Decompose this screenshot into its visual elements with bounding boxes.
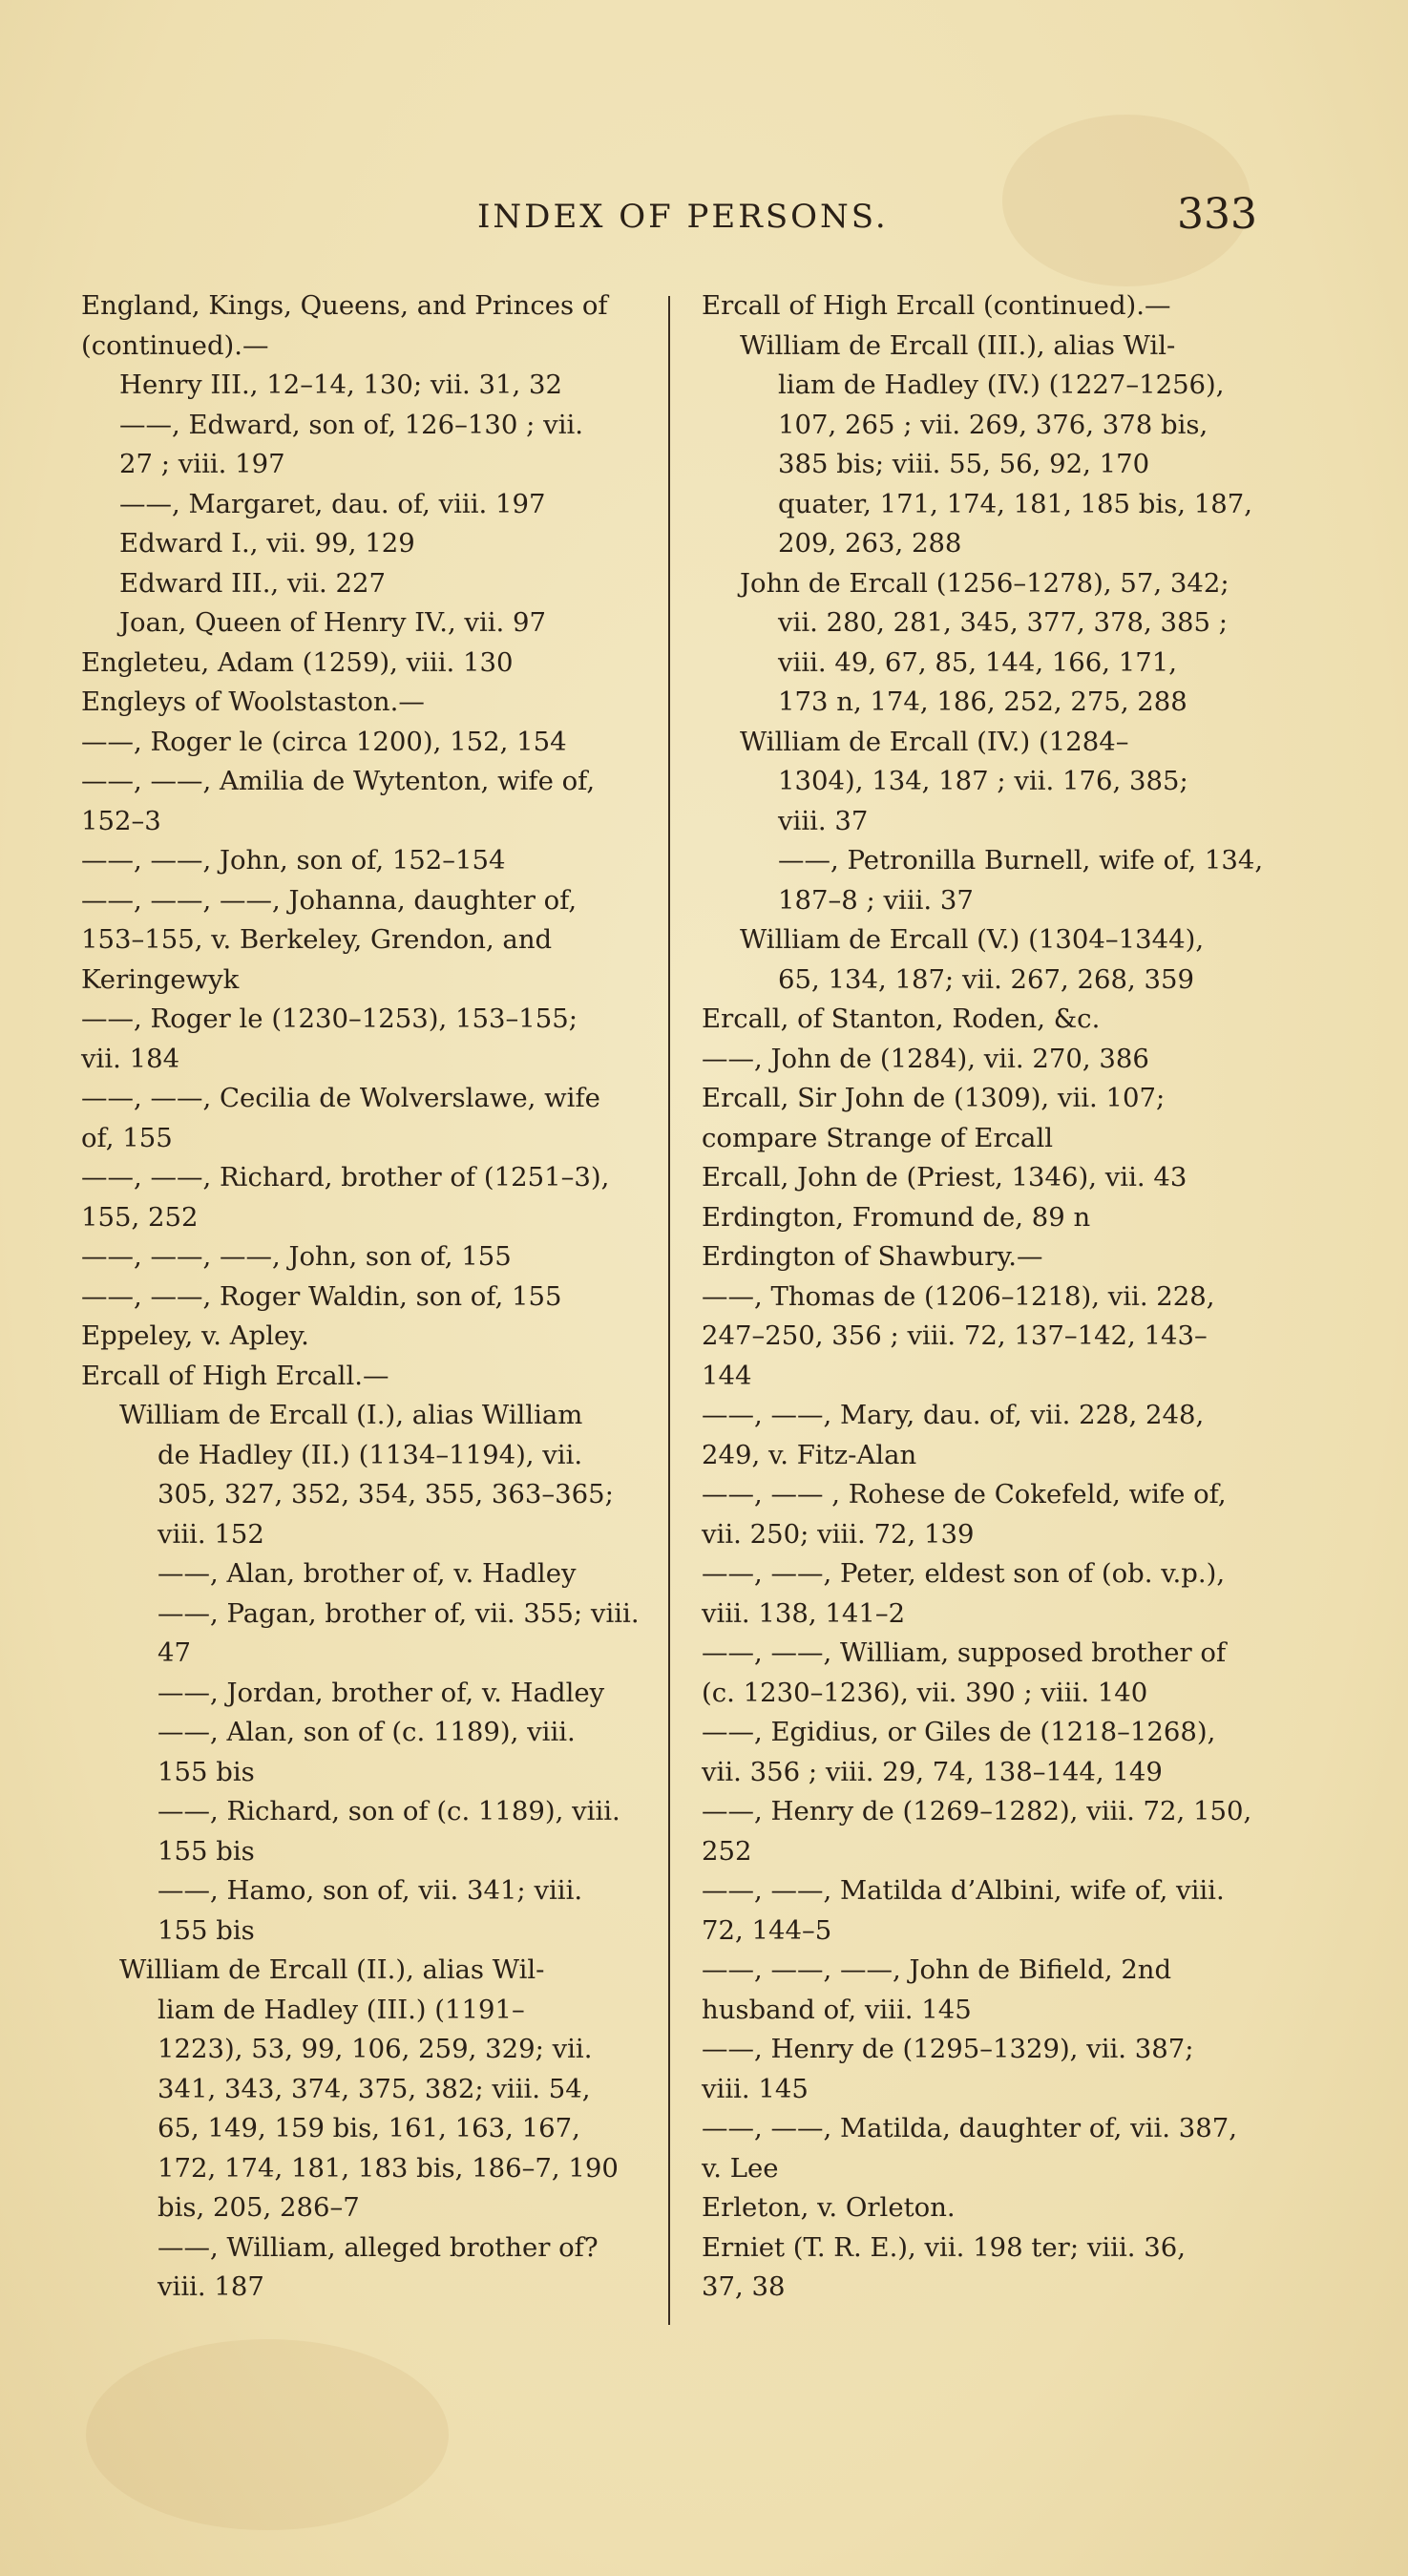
index-line: John de Ercall (1256–1278), 57, 342; xyxy=(740,567,1229,599)
index-line: viii. 49, 67, 85, 144, 166, 171, xyxy=(778,646,1178,678)
index-line: viii. 152 xyxy=(158,1518,264,1550)
index-line: 155 bis xyxy=(158,1756,255,1787)
index-line: ——, Petronilla Burnell, wife of, 134, xyxy=(778,845,1264,876)
index-line: 144 xyxy=(702,1360,752,1391)
index-line: 155 bis xyxy=(158,1914,255,1946)
index-line: ——, ——, Matilda d’Albini, wife of, viii. xyxy=(702,1875,1225,1906)
index-line: 65, 134, 187; vii. 267, 268, 359 xyxy=(778,963,1194,995)
index-line: ——, ——, William, supposed brother of xyxy=(702,1637,1227,1668)
index-line: ——, Margaret, dau. of, viii. 197 xyxy=(119,488,546,519)
index-line: William de Ercall (I.), alias William xyxy=(119,1400,583,1430)
index-line: ——, Alan, brother of, v. Hadley xyxy=(158,1558,577,1589)
index-line: Erdington, Fromund de, 89 n xyxy=(702,1201,1091,1233)
index-line: Ercall, Sir John de (1309), vii. 107; xyxy=(702,1083,1166,1113)
page-header xyxy=(0,190,1408,243)
index-line: ——, Alan, son of (c. 1189), viii. xyxy=(158,1717,576,1747)
index-line: Erniet (T. R. E.), vii. 198 ter; viii. 36, xyxy=(702,2231,1186,2263)
index-line: Henry III., 12–14, 130; vii. 31, 32 xyxy=(119,370,562,400)
index-line: Joan, Queen of Henry IV., vii. 97 xyxy=(119,607,547,638)
index-line: liam de Hadley (IV.) (1227–1256), xyxy=(778,370,1225,400)
index-line: of, 155 xyxy=(81,1122,173,1153)
index-line: v. Lee xyxy=(702,2152,779,2184)
index-line: vii. 250; viii. 72, 139 xyxy=(702,1518,975,1550)
index-line: William de Ercall (V.) (1304–1344), xyxy=(740,924,1205,955)
index-line: ——, Jordan, brother of, v. Hadley xyxy=(158,1677,605,1708)
index-line: viii. 187 xyxy=(158,2271,264,2302)
index-line: Engleys of Woolstaston.— xyxy=(81,686,425,717)
index-line: ——, ——, Cecilia de Wolverslawe, wife xyxy=(81,1083,600,1113)
index-line: ——, ——, Roger Waldin, son of, 155 xyxy=(81,1280,562,1312)
index-line: ——, Edward, son of, 126–130 ; vii. xyxy=(119,409,584,440)
index-line: Ercall, of Stanton, Roden, &c. xyxy=(702,1003,1101,1034)
index-line: viii. 37 xyxy=(778,805,869,836)
index-line: 385 bis; viii. 55, 56, 92, 170 xyxy=(778,449,1150,479)
running-title: INDEX OF PERSONS. xyxy=(477,198,889,236)
index-line: Keringewyk xyxy=(81,963,240,995)
index-line: ——, ——, Richard, brother of (1251–3), xyxy=(81,1162,610,1193)
index-line: 155, 252 xyxy=(81,1201,199,1233)
index-line: ——, ——, Peter, eldest son of (ob. v.p.), xyxy=(702,1558,1226,1589)
index-line: 155 bis xyxy=(158,1835,255,1867)
index-line: ——, ——, ——, John, son of, 155 xyxy=(81,1241,512,1272)
index-line: de Hadley (II.) (1134–1194), vii. xyxy=(158,1439,583,1470)
index-line: vii. 280, 281, 345, 377, 378, 385 ; xyxy=(778,607,1228,638)
index-line: 252 xyxy=(702,1835,752,1867)
left-column xyxy=(81,286,654,2308)
index-line: 173 n, 174, 186, 252, 275, 288 xyxy=(778,686,1187,717)
index-line: 249, v. Fitz-Alan xyxy=(702,1439,917,1470)
index-line: ——, Egidius, or Giles de (1218–1268), xyxy=(702,1717,1216,1747)
index-line: Eppeley, v. Apley. xyxy=(81,1320,309,1351)
index-line: quater, 171, 174, 181, 185 bis, 187, xyxy=(778,488,1253,519)
page-number: 333 xyxy=(1177,190,1257,239)
index-line: husband of, viii. 145 xyxy=(702,1994,972,2025)
index-line: ——, William, alleged brother of? xyxy=(158,2231,599,2263)
index-line: ——, Pagan, brother of, vii. 355; viii. xyxy=(158,1597,640,1629)
paper-stain xyxy=(86,2339,449,2530)
index-line: Ercall, John de (Priest, 1346), vii. 43 xyxy=(702,1162,1187,1193)
index-line: 247–250, 356 ; viii. 72, 137–142, 143– xyxy=(702,1320,1208,1351)
index-line: ——, ——, Amilia de Wytenton, wife of, xyxy=(81,766,596,796)
index-line: Erleton, v. Orleton. xyxy=(702,2192,956,2223)
index-line: William de Ercall (II.), alias Wil- xyxy=(119,1954,545,1985)
index-line: 172, 174, 181, 183 bis, 186–7, 190 xyxy=(158,2152,619,2184)
column-divider xyxy=(668,296,670,2325)
index-line: 187–8 ; viii. 37 xyxy=(778,884,974,916)
index-line: ——, Thomas de (1206–1218), vii. 228, xyxy=(702,1280,1215,1312)
index-line: (c. 1230–1236), vii. 390 ; viii. 140 xyxy=(702,1677,1148,1708)
index-line: ——, Henry de (1269–1282), viii. 72, 150, xyxy=(702,1796,1252,1826)
index-line: William de Ercall (IV.) (1284– xyxy=(740,726,1129,757)
index-line: bis, 205, 286–7 xyxy=(158,2192,360,2223)
index-line: Ercall of High Ercall.— xyxy=(81,1360,389,1391)
index-line: England, Kings, Queens, and Princes of xyxy=(81,290,608,321)
index-line: ——, ——, Matilda, daughter of, vii. 387, xyxy=(702,2113,1237,2143)
index-line: vii. 184 xyxy=(81,1043,180,1074)
index-line: William de Ercall (III.), alias Wil- xyxy=(740,329,1176,361)
index-line: 107, 265 ; vii. 269, 376, 378 bis, xyxy=(778,409,1208,440)
index-line: ——, ——, ——, John de Bifield, 2nd xyxy=(702,1954,1172,1985)
index-line: Erdington of Shawbury.— xyxy=(702,1241,1043,1272)
index-line: 305, 327, 352, 354, 355, 363–365; xyxy=(158,1479,614,1510)
index-line: ——, Roger le (1230–1253), 153–155; xyxy=(81,1003,578,1034)
index-line: ——, Hamo, son of, vii. 341; viii. xyxy=(158,1875,583,1906)
index-line: 209, 263, 288 xyxy=(778,528,962,559)
index-line: ——, Richard, son of (c. 1189), viii. xyxy=(158,1796,620,1826)
index-line: ——, Roger le (circa 1200), 152, 154 xyxy=(81,726,567,757)
index-line: Engleteu, Adam (1259), viii. 130 xyxy=(81,646,514,678)
index-line: liam de Hadley (III.) (1191– xyxy=(158,1994,525,2025)
index-line: Edward I., vii. 99, 129 xyxy=(119,528,415,559)
index-line: 1223), 53, 99, 106, 259, 329; vii. xyxy=(158,2034,593,2064)
index-line: Ercall of High Ercall (continued).— xyxy=(702,290,1171,321)
index-line: ——, John de (1284), vii. 270, 386 xyxy=(702,1043,1149,1074)
index-line: 37, 38 xyxy=(702,2271,786,2302)
index-line: compare Strange of Ercall xyxy=(702,1122,1054,1153)
index-line: 341, 343, 374, 375, 382; viii. 54, xyxy=(158,2073,591,2104)
index-line: 152–3 xyxy=(81,805,161,836)
index-line: 47 xyxy=(158,1637,191,1668)
index-line: 1304), 134, 187 ; vii. 176, 385; xyxy=(778,766,1188,796)
index-line: (continued).— xyxy=(81,329,269,361)
index-line: 27 ; viii. 197 xyxy=(119,449,285,479)
index-line: 65, 149, 159 bis, 161, 163, 167, xyxy=(158,2113,580,2143)
index-line: ——, Henry de (1295–1329), vii. 387; xyxy=(702,2034,1194,2064)
index-line: 153–155, v. Berkeley, Grendon, and xyxy=(81,924,553,955)
index-line: 72, 144–5 xyxy=(702,1914,832,1946)
index-line: viii. 145 xyxy=(702,2073,809,2104)
index-line: ——, —— , Rohese de Cokefeld, wife of, xyxy=(702,1479,1227,1510)
index-line: ——, ——, John, son of, 152–154 xyxy=(81,845,506,876)
index-line: ——, ——, Mary, dau. of, vii. 228, 248, xyxy=(702,1400,1205,1430)
right-column xyxy=(702,286,1274,2308)
index-line: ——, ——, ——, Johanna, daughter of, xyxy=(81,884,578,916)
index-line: Edward III., vii. 227 xyxy=(119,567,387,599)
index-line: viii. 138, 141–2 xyxy=(702,1597,906,1629)
index-line: vii. 356 ; viii. 29, 74, 138–144, 149 xyxy=(702,1756,1163,1787)
